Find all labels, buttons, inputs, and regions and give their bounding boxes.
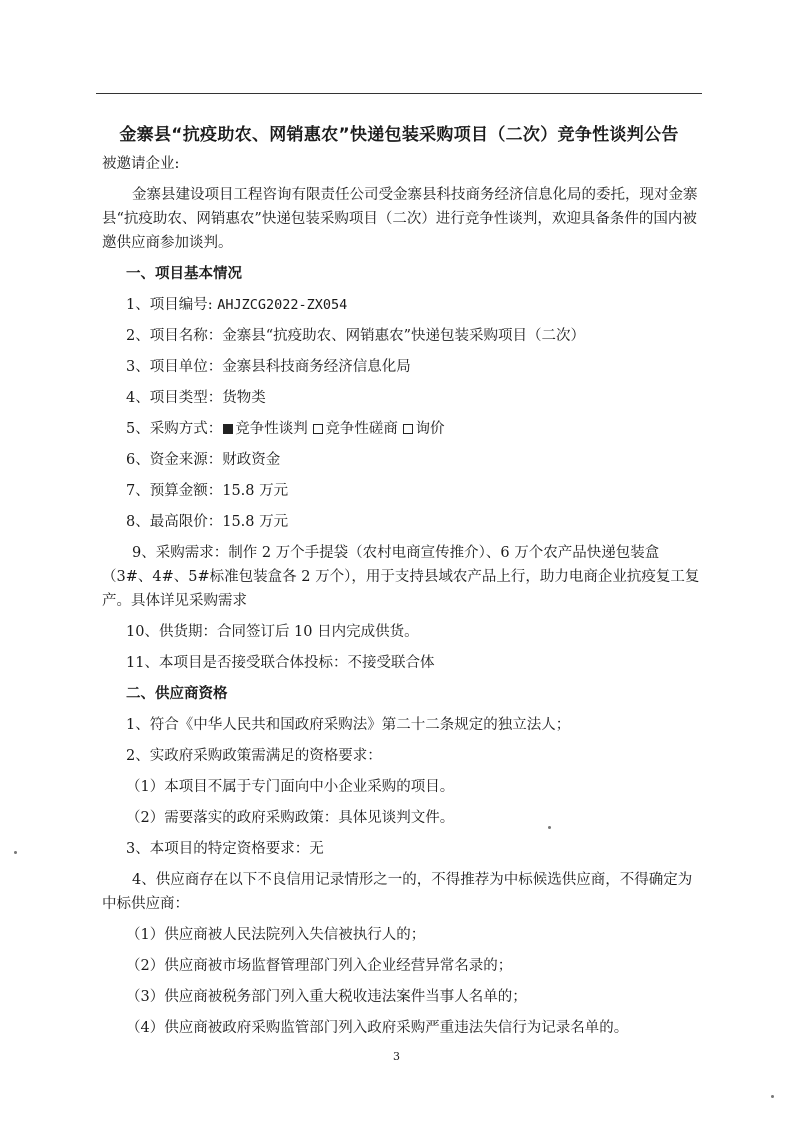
budget-amount: 7、预算金额：15.8 万元 xyxy=(126,483,289,499)
project-name: 2、项目名称：金寨县“抗疫助农、网销惠农”快递包装采购项目（二次） xyxy=(126,328,586,344)
page-title: 金寨县“抗疫助农、网销惠农”快递包装采购项目（二次）竞争性谈判公告 xyxy=(119,125,679,145)
section2-heading: 二、供应商资格 xyxy=(126,686,228,702)
method-option-2: 竞争性磋商 xyxy=(325,421,398,437)
qualification-1: 1、符合《中华人民共和国政府采购法》第二十二条规定的独立法人； xyxy=(126,717,571,733)
unchecked-box-icon xyxy=(403,424,413,434)
qualification-2-sub2: （2）需要落实的政府采购政策：具体见谈判文件。 xyxy=(126,810,455,826)
unchecked-box-icon xyxy=(313,424,323,434)
method-option-1: 竞争性谈判 xyxy=(235,421,308,437)
header-rule xyxy=(96,93,702,94)
procurement-method xyxy=(102,417,702,441)
qualification-4-sub4: （4）供应商被政府采购监管部门列入政府采购严重违法失信行为记录名单的。 xyxy=(126,1020,629,1036)
delivery-period: 10、供货期：合同签订后 10 日内完成供货。 xyxy=(126,624,419,640)
procurement-method-label: 5、采购方式： xyxy=(126,421,223,437)
project-number-label: 1、项目编号: xyxy=(126,297,213,313)
qualification-2: 2、实政府采购政策需满足的资格要求： xyxy=(126,748,382,764)
qualification-4-sub3: （3）供应商被税务部门列入重大税收违法案件当事人名单的； xyxy=(126,989,527,1005)
consortium-bidding: 11、本项目是否接受联合体投标：不接受联合体 xyxy=(126,655,435,671)
qualification-2-sub1: （1）本项目不属于专门面向中小企业采购的项目。 xyxy=(126,779,455,795)
qualification-4-sub1: （1）供应商被人民法院列入失信被执行人的； xyxy=(126,927,426,943)
max-price: 8、最高限价：15.8 万元 xyxy=(126,514,289,530)
intro-paragraph: 金寨县建设项目工程咨询有限责任公司受金寨县科技商务经济信息化局的委托，现对金寨县“抗疫助农、网销惠农”快递包装采购项目（二次）进行竞争性谈判，欢迎具备条件的国内被邀供应商参加谈判。 xyxy=(102,187,698,251)
fund-source: 6、资金来源：财政资金 xyxy=(126,452,281,468)
qualification-4-sub2: （2）供应商被市场监督管理部门列入企业经营异常名录的； xyxy=(126,958,513,974)
page-number: 3 xyxy=(393,1050,400,1063)
section1-heading: 一、项目基本情况 xyxy=(126,266,242,282)
project-type: 4、项目类型：货物类 xyxy=(126,390,266,406)
project-number xyxy=(102,293,702,317)
salutation: 被邀请企业: xyxy=(102,156,180,172)
scan-speck xyxy=(548,826,551,829)
project-number-value: AHJZCG2022-ZX054 xyxy=(217,297,348,313)
scan-speck xyxy=(771,1095,774,1098)
qualification-3: 3、本项目的特定资格要求：无 xyxy=(126,841,324,857)
checked-box-icon xyxy=(223,424,233,434)
procurement-requirements: 9、采购需求：制作 2 万个手提袋（农村电商宣传推介）、6 万个农产品快递包装盒（3#、4#、5#标准包装盒各 2 万个），用于支持县域农产品上行，助力电商企业抗疫复工复产。具体详见采购需求 xyxy=(102,545,700,609)
document-body xyxy=(102,152,702,1047)
scan-speck xyxy=(14,851,17,854)
qualification-4: 4、供应商存在以下不良信用记录情形之一的，不得推荐为中标候选供应商，不得确定为中标供应商： xyxy=(102,872,693,912)
method-option-3: 询价 xyxy=(415,421,445,437)
project-unit: 3、项目单位：金寨县科技商务经济信息化局 xyxy=(126,359,411,375)
